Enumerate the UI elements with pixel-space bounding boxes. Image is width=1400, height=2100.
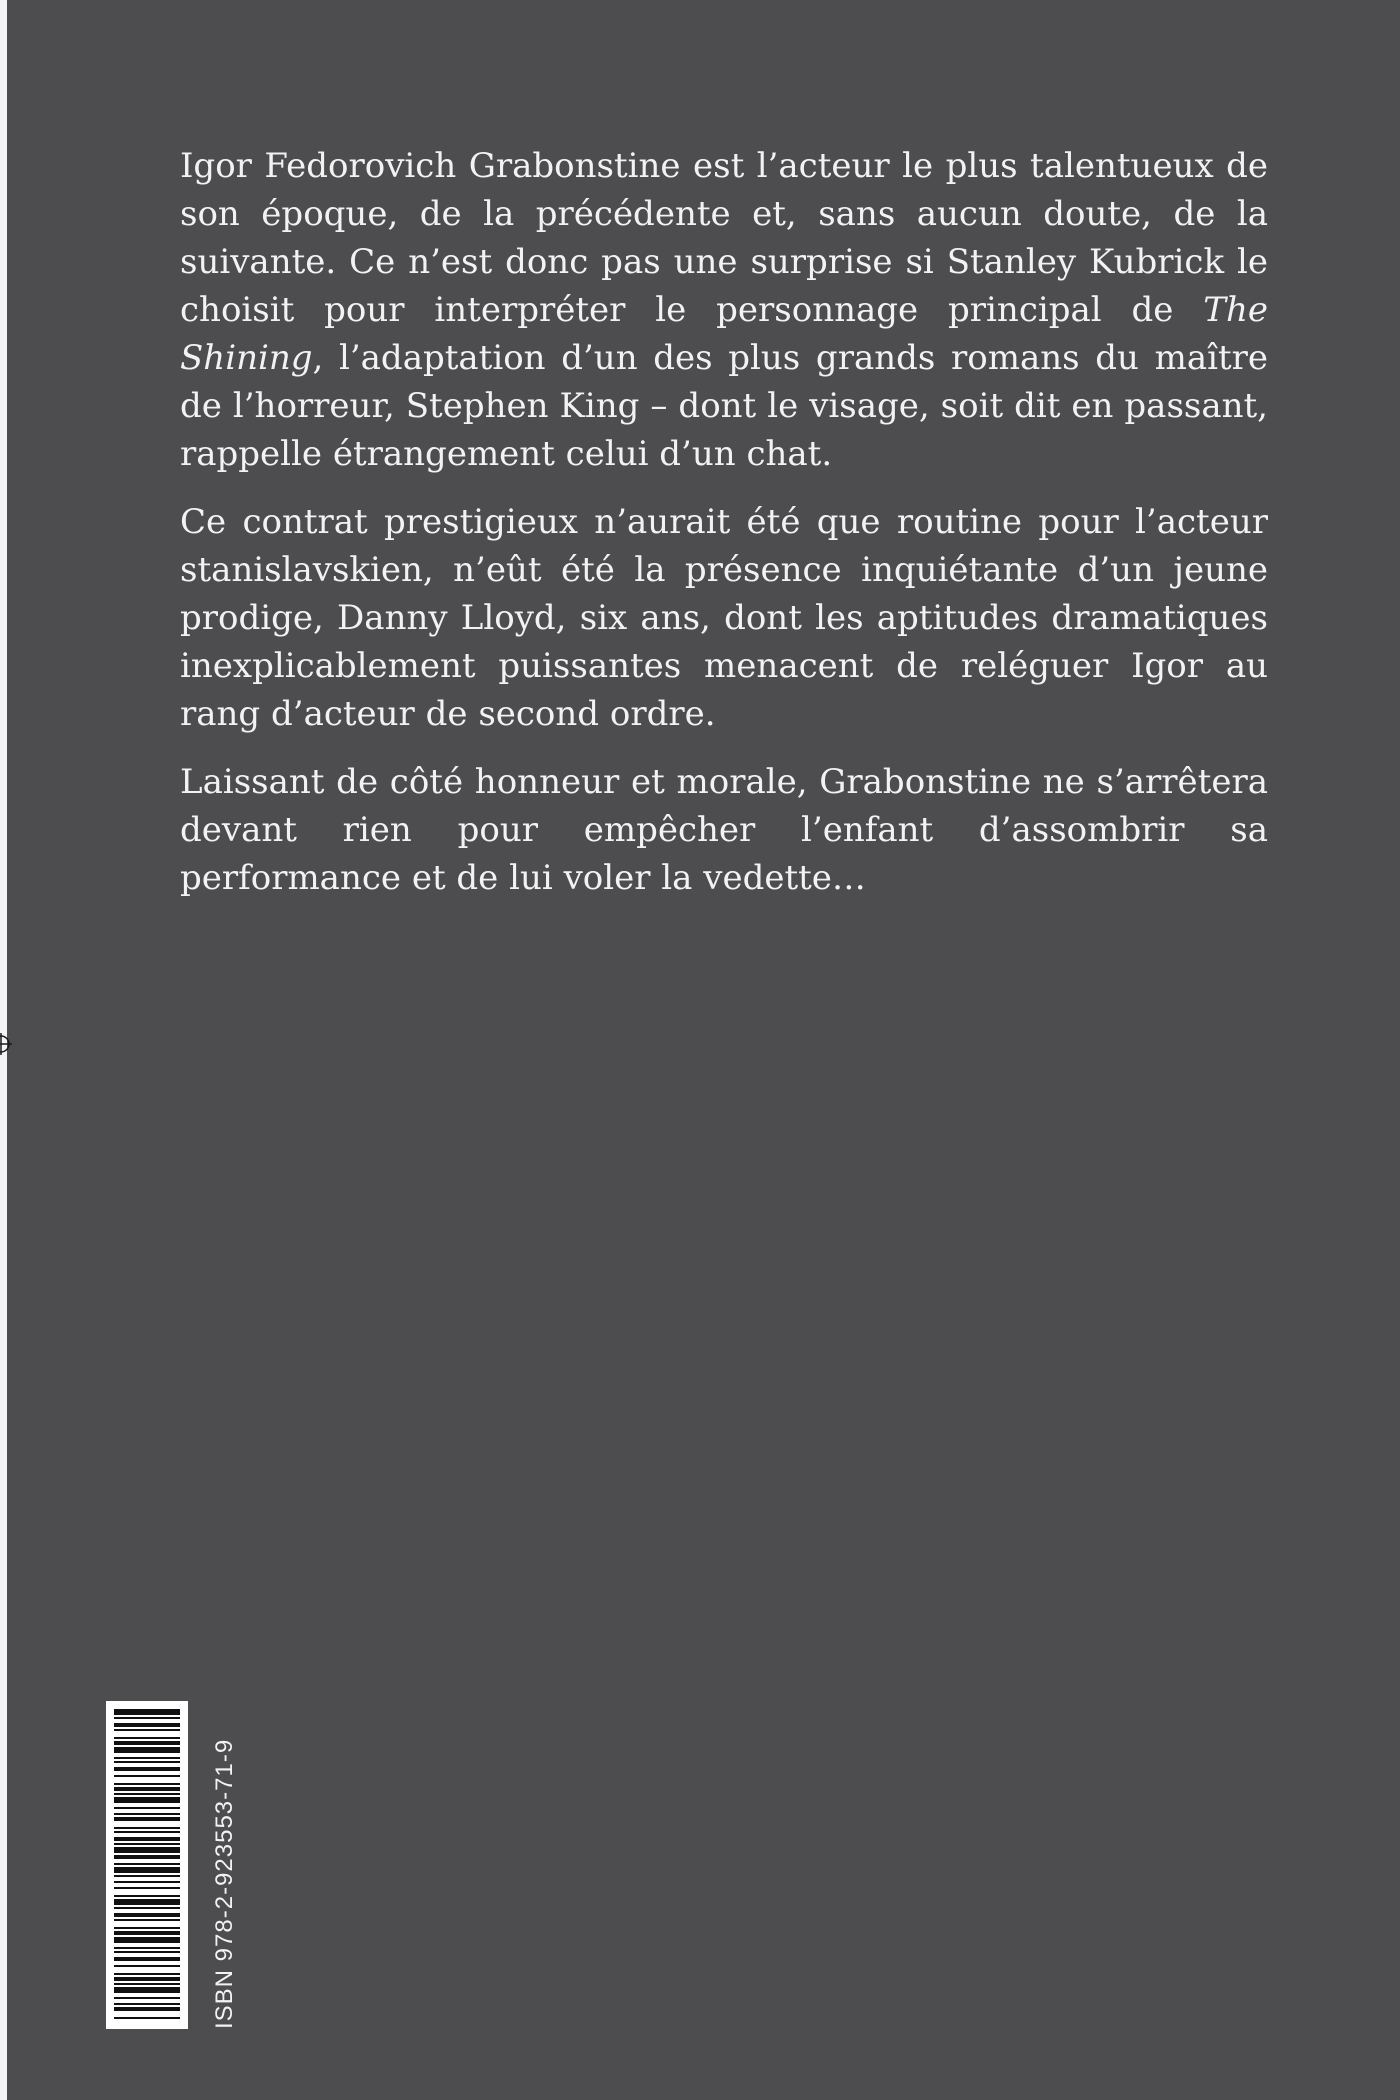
barcode-bar [114,1937,180,1943]
barcode-bar [114,1863,180,1865]
barcode-bar [114,1729,180,1731]
barcode-bar [114,1997,180,1999]
barcode-bar [114,2003,180,2005]
barcode-bar [114,1737,180,1739]
barcode-bar [114,1913,180,1917]
barcode-bar [114,1947,180,1949]
barcode-bar [114,1747,180,1753]
barcode-bar [114,1957,180,1961]
blurb-paragraph-3: Laissant de côté honneur et morale, Grabonstine ne s’arrêtera devant rien pour empêcher l’enfant d’assombrir sa performance et de lui voler la vedette… [180,762,1268,898]
barcode-bar [114,1741,180,1745]
barcode-bar [114,1831,180,1833]
blurb-p1-text-after: , l’adaptation d’un des plus grands romans du maître de l’horreur, Stephen King – dont le visage, soit dit en passant, rappelle étrangement celui d’un chat. [180,338,1268,474]
barcode-bar [114,2007,180,2011]
film-title: The Shining [180,290,1268,378]
barcode-bar [114,1797,180,1803]
barcode-bar [114,1843,180,1845]
barcode-bar [114,1881,180,1883]
barcode-bar [114,1837,180,1841]
barcode-bar [114,1983,180,1985]
barcode-bar [114,1813,180,1815]
barcode-bar [114,1927,180,1929]
barcode-icon [106,1701,188,2029]
barcode-bar [114,1875,180,1877]
barcode-bar [114,1827,180,1829]
barcode-bar [114,1899,180,1905]
registration-mark-icon [0,1033,12,1055]
barcode-bar [114,1757,180,1759]
barcode-bar [114,1793,180,1795]
barcode-bar [114,1847,180,1853]
barcode-bar [114,1717,180,1719]
barcode-bar [114,1973,180,1975]
barcode-bar [114,1767,180,1771]
barcode-bar [114,1783,180,1785]
barcode-bar [114,1723,180,1727]
barcode-bar [114,1787,180,1791]
blurb-paragraph-1 [180,142,1268,478]
barcode-bar [114,1965,180,1967]
barcode-bar [114,1977,180,1981]
barcode-bar [114,1931,180,1935]
barcode-bar [114,1987,180,1993]
barcode-bar [114,1807,180,1809]
barcode-bar [114,1951,180,1953]
barcode-bar [114,1775,180,1777]
barcode-bar [114,1867,180,1873]
barcode-bar [114,1709,180,1715]
back-cover-blurb [180,142,1268,922]
barcode-bar [114,1907,180,1909]
barcode-bar [114,1895,180,1897]
barcode-bar [114,1817,180,1821]
barcode-bar [114,1855,180,1859]
blurb-p1-text-before: Igor Fedorovich Grabonstine est l’acteur le plus talentueux de son époque, de la précédente et, sans aucun doute, de la suivante. Ce n’est donc pas une surprise si Stanley Kubrick le choisit pour interpréter le personnage principal de [180,146,1268,330]
barcode-bar [114,2017,180,2019]
barcode-bar [114,1919,180,1921]
barcode-bar [114,1887,180,1889]
barcode-bar [114,1761,180,1763]
isbn-label: ISBN 978-2-923553-71-9 [211,1738,238,2029]
blurb-paragraph-2: Ce contrat prestigieux n’aurait été que routine pour l’acteur stanislavskien, n’eût été la présence inquiétante d’un jeune prodige, Danny Lloyd, six ans, dont les aptitudes dramatiques inexplicablement puissantes menacent de reléguer Igor au rang d’acteur de second ordre. [180,502,1268,734]
